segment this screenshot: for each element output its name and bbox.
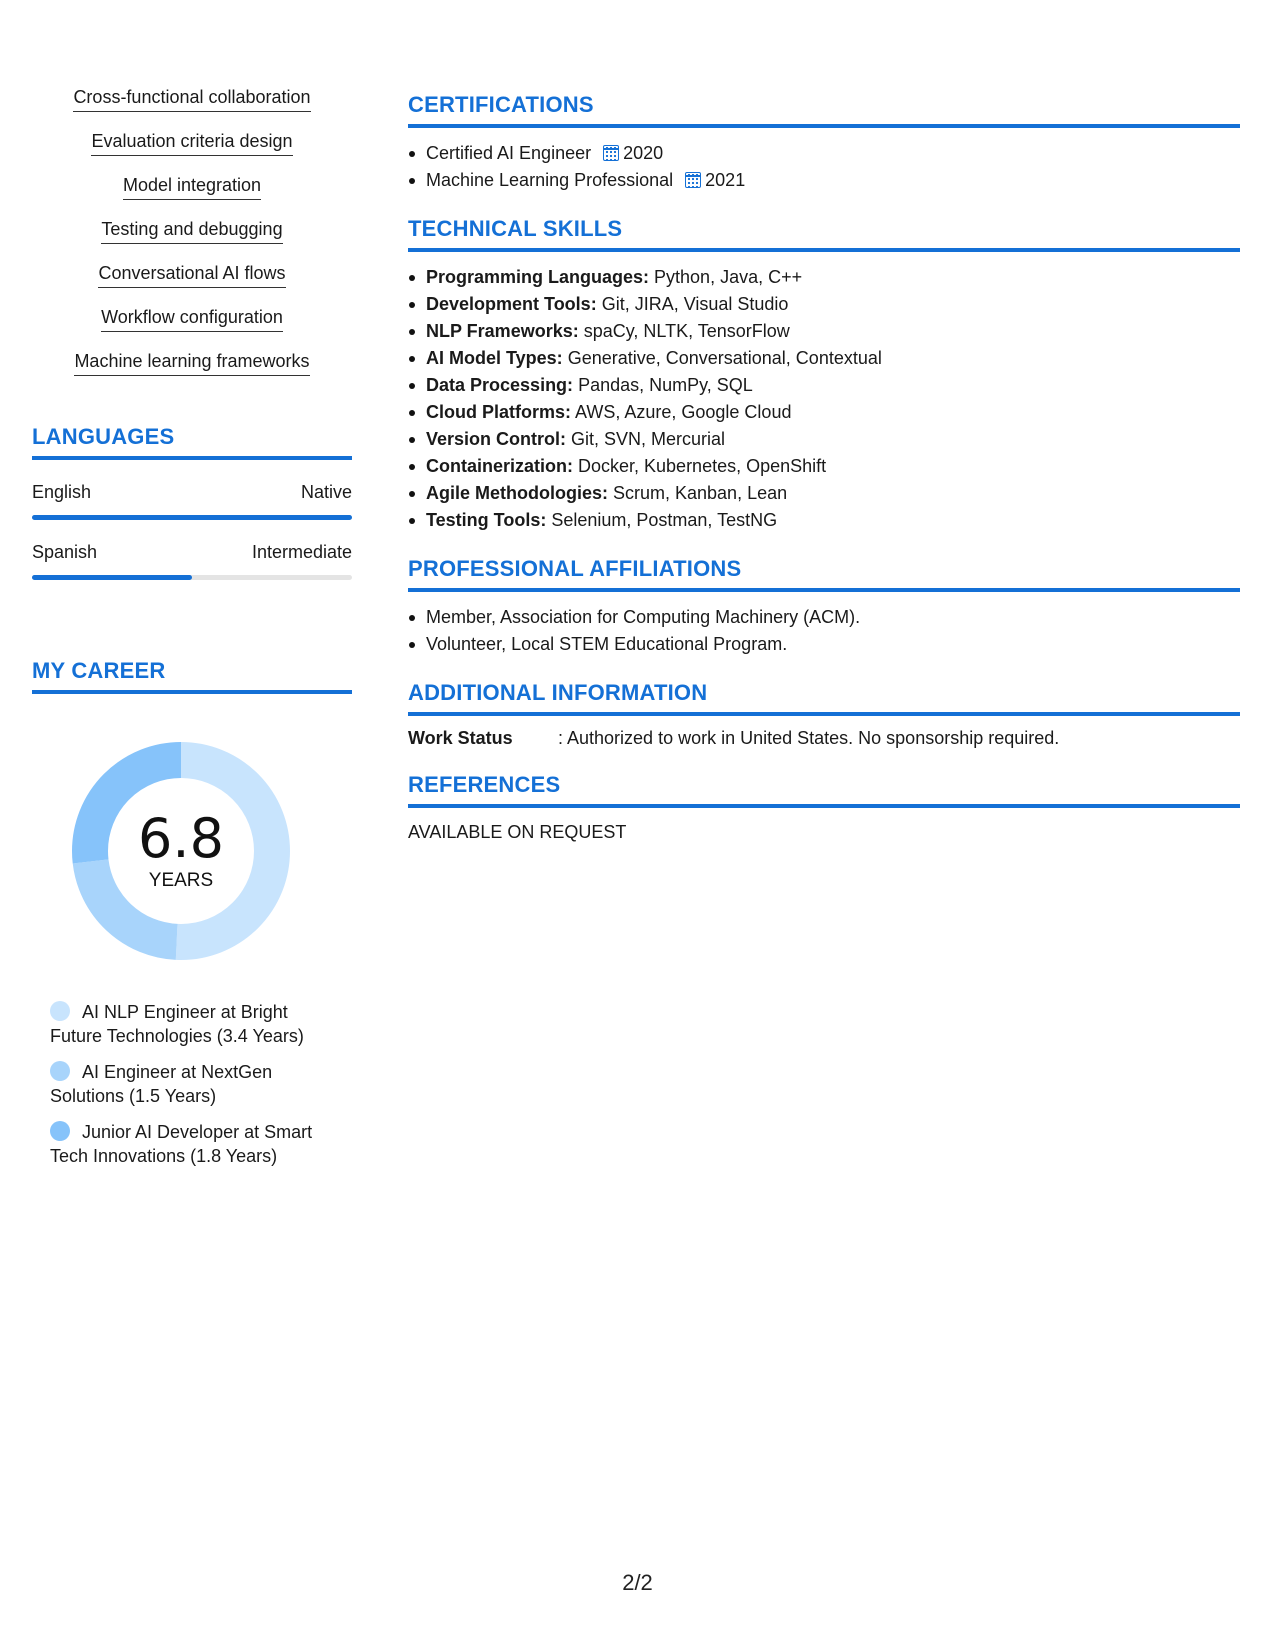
tech-skill-item xyxy=(408,372,1240,399)
sidebar xyxy=(32,84,352,1180)
tech-skill-value: Python, Java, C++ xyxy=(649,267,803,287)
tech-skill-value: Docker, Kubernetes, OpenShift xyxy=(573,456,827,476)
language-proficiency-fill xyxy=(32,515,352,520)
additional-info-heading: ADDITIONAL INFORMATION xyxy=(408,680,1240,716)
career-donut-chart xyxy=(66,736,296,966)
tech-skill-item xyxy=(408,507,1240,534)
certifications-heading: CERTIFICATIONS xyxy=(408,92,1240,128)
certification-year: 2021 xyxy=(705,170,746,190)
tech-skill-value: Pandas, NumPy, SQL xyxy=(573,375,753,395)
calendar-icon xyxy=(685,172,701,188)
tech-skill-label: AI Model Types: xyxy=(426,348,563,368)
tech-skill-item xyxy=(408,399,1240,426)
language-level: Intermediate xyxy=(251,542,352,562)
legend-dot xyxy=(50,1001,70,1021)
references-heading: REFERENCES xyxy=(408,772,1240,808)
career-legend xyxy=(32,1000,322,1168)
language-level: Native xyxy=(300,482,352,502)
tech-skill-label: Containerization: xyxy=(426,456,573,476)
work-status-label: Work Status xyxy=(408,728,513,748)
tech-skill-item xyxy=(408,318,1240,345)
career-legend-item xyxy=(50,1060,322,1108)
career-job-label: AI NLP Engineer at Bright Future Technologies (3.4 Years) xyxy=(50,1002,304,1046)
skill-item: Machine learning frameworks xyxy=(74,348,309,376)
skills-list xyxy=(32,84,352,392)
tech-skill-label: Version Control: xyxy=(426,429,567,449)
certification-item xyxy=(408,140,1240,167)
affiliations-section xyxy=(408,556,1240,658)
tech-skill-label: Data Processing: xyxy=(426,375,574,395)
tech-skill-item xyxy=(408,264,1240,291)
language-name: English xyxy=(32,482,92,502)
career-job-label: Junior AI Developer at Smart Tech Innovations (1.8 Years) xyxy=(50,1122,313,1166)
calendar-icon xyxy=(603,145,619,161)
additional-info-section xyxy=(408,680,1240,750)
skill-item: Workflow configuration xyxy=(101,304,283,332)
languages-heading: LANGUAGES xyxy=(32,424,352,460)
tech-skill-item xyxy=(408,480,1240,507)
certification-name: Certified AI Engineer xyxy=(426,143,592,163)
tech-skill-item xyxy=(408,291,1240,318)
skill-item: Model integration xyxy=(123,172,261,200)
tech-skill-value: spaCy, NLTK, TensorFlow xyxy=(578,321,790,341)
language-entry xyxy=(32,542,352,580)
tech-skill-value: Git, SVN, Mercurial xyxy=(566,429,726,449)
skill-item: Cross-functional collaboration xyxy=(73,84,310,112)
career-total-unit: YEARS xyxy=(148,870,214,891)
tech-skill-value: Scrum, Kanban, Lean xyxy=(608,483,788,503)
technical-skills-section xyxy=(408,216,1240,534)
language-proficiency-fill xyxy=(32,575,192,580)
tech-skill-label: NLP Frameworks: xyxy=(426,321,579,341)
language-proficiency-bar xyxy=(32,575,352,580)
legend-dot xyxy=(50,1061,70,1081)
language-proficiency-bar xyxy=(32,515,352,520)
work-status-value: : Authorized to work in United States. No sponsorship required. xyxy=(558,728,1060,748)
tech-skill-item xyxy=(408,345,1240,372)
career-heading: MY CAREER xyxy=(32,658,352,694)
certification-year: 2020 xyxy=(623,143,664,163)
skill-item: Evaluation criteria design xyxy=(91,128,292,156)
career-legend-item xyxy=(50,1120,322,1168)
language-entry xyxy=(32,482,352,520)
skill-item: Conversational AI flows xyxy=(98,260,285,288)
skill-item: Testing and debugging xyxy=(101,216,282,244)
main-content xyxy=(408,92,1240,865)
certification-item xyxy=(408,167,1240,194)
legend-dot xyxy=(50,1121,70,1141)
career-total-years: 6.8 xyxy=(138,807,224,870)
page-number: 2/2 xyxy=(622,1570,653,1595)
references-text: AVAILABLE ON REQUEST xyxy=(408,822,627,842)
career-legend-item xyxy=(50,1000,322,1048)
affiliation-item: Volunteer, Local STEM Educational Program. xyxy=(408,631,1240,658)
tech-skill-label: Testing Tools: xyxy=(426,510,547,530)
tech-skill-value: AWS, Azure, Google Cloud xyxy=(571,402,792,422)
tech-skill-item xyxy=(408,453,1240,480)
tech-skill-value: Selenium, Postman, TestNG xyxy=(546,510,778,530)
tech-skill-value: Generative, Conversational, Contextual xyxy=(562,348,882,368)
tech-skill-label: Development Tools: xyxy=(426,294,597,314)
career-job-label: AI Engineer at NextGen Solutions (1.5 Years) xyxy=(50,1062,273,1106)
certification-name: Machine Learning Professional xyxy=(426,170,674,190)
certifications-section xyxy=(408,92,1240,194)
references-section xyxy=(408,772,1240,843)
affiliations-heading: PROFESSIONAL AFFILIATIONS xyxy=(408,556,1240,592)
tech-skill-value: Git, JIRA, Visual Studio xyxy=(596,294,789,314)
tech-skill-label: Cloud Platforms: xyxy=(426,402,572,422)
tech-skill-label: Programming Languages: xyxy=(426,267,650,287)
tech-skill-item xyxy=(408,426,1240,453)
technical-skills-heading: TECHNICAL SKILLS xyxy=(408,216,1240,252)
affiliation-item: Member, Association for Computing Machinery (ACM). xyxy=(408,604,1240,631)
language-name: Spanish xyxy=(32,542,98,562)
tech-skill-label: Agile Methodologies: xyxy=(426,483,608,503)
